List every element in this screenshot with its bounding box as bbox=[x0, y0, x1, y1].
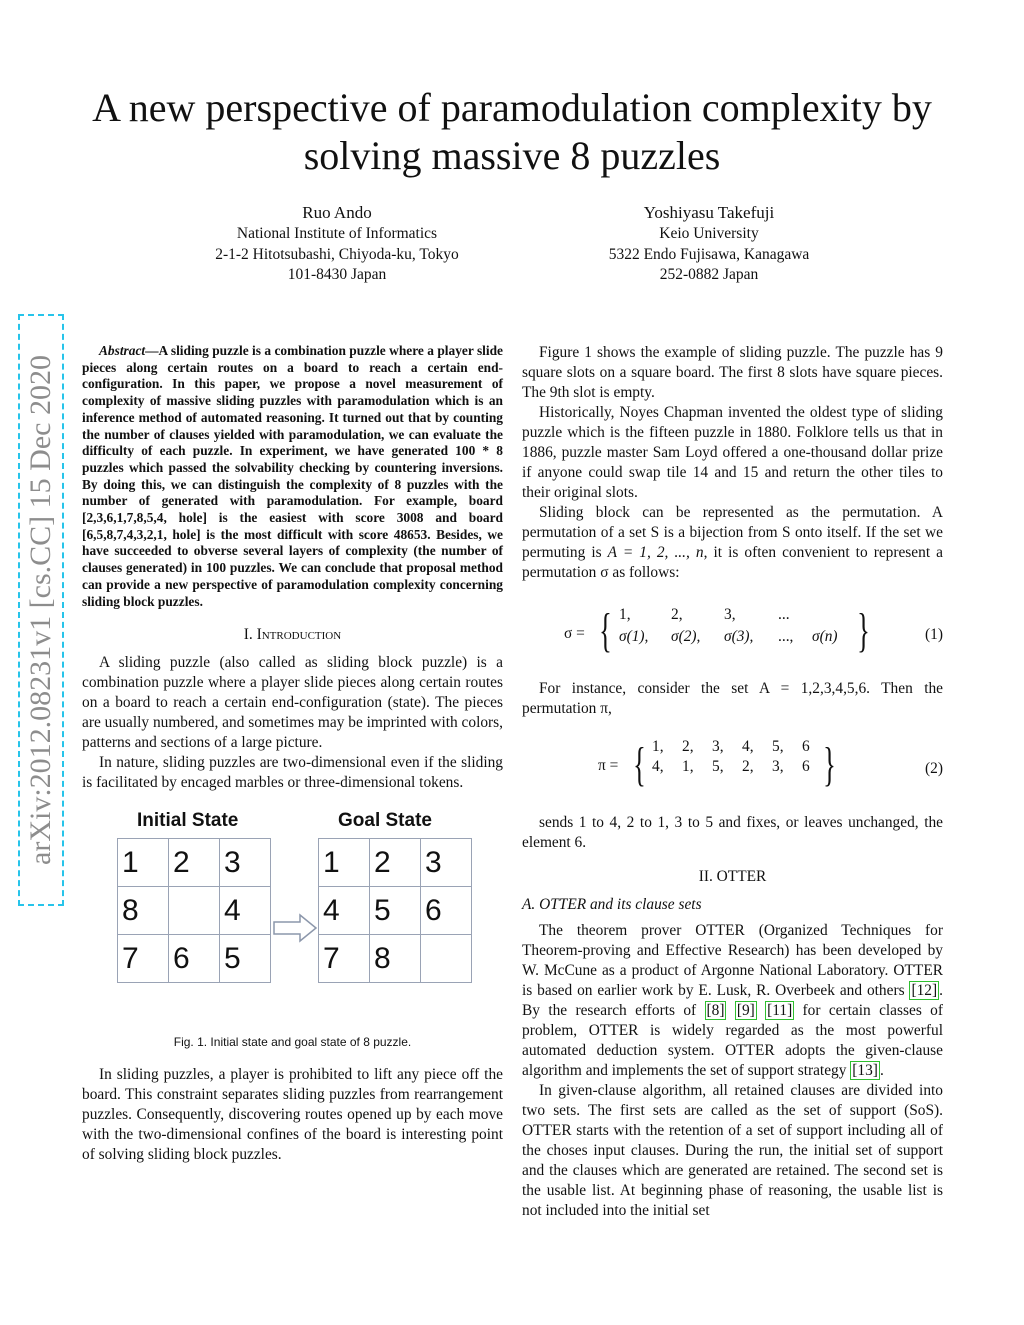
eq-cell: ... bbox=[778, 606, 790, 623]
arxiv-stamp[interactable]: arXiv:2012.08231v1 [cs.CC] 15 Dec 2020 bbox=[18, 314, 64, 906]
tile: 1 bbox=[118, 839, 169, 887]
math-inline: A = 1, 2, ..., n bbox=[607, 544, 704, 561]
eq-cell: 4, bbox=[742, 738, 754, 755]
eq-cell: 2, bbox=[682, 738, 694, 755]
citation-link[interactable]: [8] bbox=[706, 1002, 725, 1019]
paragraph bbox=[522, 503, 943, 583]
tile: 8 bbox=[370, 935, 421, 983]
text: . bbox=[879, 1062, 884, 1079]
tile: 2 bbox=[370, 839, 421, 887]
author-address: 101-8430 Japan bbox=[287, 266, 387, 283]
goal-state-label: Goal State bbox=[338, 810, 432, 832]
text: The theorem prover OTTER (Organized Techniques for Theorem-proving and Effective Research) has been developed by W. McCune as a product of Argonne National Laboratory. OTTER is based on earlier work by E. Lusk, R. Overbeek and others bbox=[522, 922, 943, 999]
abstract bbox=[82, 343, 503, 610]
paragraph: For instance, consider the set A = 1,2,3,4,5,6. Then the permutation π, bbox=[522, 680, 943, 717]
right-brace: } bbox=[857, 604, 870, 657]
text: . By the research efforts of bbox=[522, 982, 943, 1019]
equation-number: (1) bbox=[925, 626, 943, 643]
tile: 5 bbox=[370, 887, 421, 935]
eq-cell: σ(3), bbox=[724, 628, 754, 645]
text: Sliding block can be represented as the permutation. A permutation of a set S is a bijection from S onto itself. If the set we permuting is bbox=[522, 504, 943, 561]
tile: 3 bbox=[421, 839, 472, 887]
eq-cell: σ(n) bbox=[812, 628, 838, 645]
eq-cell: 3, bbox=[724, 606, 736, 623]
equation-lhs: σ = bbox=[564, 625, 585, 642]
tile: 4 bbox=[319, 887, 370, 935]
eq-cell: ..., bbox=[778, 628, 794, 645]
tile: 3 bbox=[220, 839, 271, 887]
initial-state-grid bbox=[117, 838, 271, 983]
equation-lhs: π = bbox=[598, 757, 619, 774]
left-brace: { bbox=[599, 604, 612, 657]
goal-state-grid bbox=[318, 838, 472, 983]
eq-cell: 2, bbox=[671, 606, 683, 623]
eq-cell: 3, bbox=[772, 758, 784, 775]
eq-cell: 1, bbox=[652, 738, 664, 755]
tile: 4 bbox=[220, 887, 271, 935]
paragraph: In nature, sliding puzzles are two-dimensional even if the sliding is facilitated by encaged marbles or three-dimensional tokens. bbox=[82, 754, 503, 792]
author-name: Ruo Ando bbox=[302, 203, 372, 222]
eq-cell: σ(1), bbox=[619, 628, 649, 645]
paragraph: In sliding puzzles, a player is prohibited to lift any piece off the board. This constraint separates sliding puzzles from rearrangement puzzles. Consequently, discovering routes opened up by each move with the two-dimensional confines of the board is interesting point of solving sliding block puzzles. bbox=[82, 1066, 503, 1164]
author-affiliation: National Institute of Informatics bbox=[236, 225, 438, 242]
author-address: 2-1-2 Hitotsubashi, Chiyoda-ku, Tokyo bbox=[215, 245, 459, 263]
author-affiliation: Keio University bbox=[659, 225, 759, 242]
right-column bbox=[522, 343, 943, 1221]
citation-link[interactable]: [9] bbox=[736, 1002, 755, 1019]
paragraph: Historically, Noyes Chapman invented the oldest type of sliding puzzle which is the fifteen puzzle in 1880. Folklore tells us that in 1886, puzzle master Sam Loyd offered a one-thousand dollar prize if anyone could swap tile 14 and 15 and return the other tiles to their original slots. bbox=[522, 404, 943, 501]
tile: 8 bbox=[118, 887, 169, 935]
right-arrow-icon bbox=[272, 913, 318, 943]
left-column bbox=[82, 343, 503, 1165]
tile: 2 bbox=[169, 839, 220, 887]
paper-title: A new perspective of paramodulation complexity by solving massive 8 puzzles bbox=[92, 85, 932, 178]
tile-empty bbox=[421, 935, 472, 983]
citation-link[interactable]: [11] bbox=[767, 1002, 793, 1019]
tile: 6 bbox=[169, 935, 220, 983]
eq-cell: 1, bbox=[682, 758, 694, 775]
eq-cell: 5, bbox=[712, 758, 724, 775]
equation-2 bbox=[522, 739, 943, 799]
eq-cell: 2, bbox=[742, 758, 754, 775]
equation-number: (2) bbox=[925, 760, 943, 777]
author-address: 252-0882 Japan bbox=[659, 266, 759, 283]
eq-cell: 6 bbox=[802, 758, 810, 775]
section-heading-otter: II. OTTER bbox=[698, 868, 767, 885]
eq-cell: 3, bbox=[712, 738, 724, 755]
citation-link[interactable]: [12] bbox=[911, 982, 938, 999]
author-block-1 bbox=[172, 202, 502, 286]
citation-link[interactable]: [13] bbox=[852, 1062, 878, 1079]
author-block-2 bbox=[544, 202, 874, 286]
tile: 5 bbox=[220, 935, 271, 983]
tile: 6 bbox=[421, 887, 472, 935]
paragraph bbox=[522, 921, 943, 1081]
author-address: 5322 Endo Fujisawa, Kanagawa bbox=[608, 245, 810, 263]
paragraph: sends 1 to 4, 2 to 1, 3 to 5 and fixes, or leaves unchanged, the element 6. bbox=[522, 814, 943, 851]
abstract-text: —A sliding puzzle is a combination puzzle where a player slide pieces along certain routes on a board to reach a certain end-configuration. In this paper, we propose a novel measurement of complexity of massive sliding puzzles with paramodulation which is an inference method of automated reasoning. It turned out that by counting the number of clauses yielded with paramodulation, we can evaluate the difficulty of each puzzle. In experiment, we have generated 100 * 8 puzzles which passed the solvability checking by countering inversions. By doing this, we can distinguish the complexity of 8 puzzles with the number of generated with paramodulation. For example, board [2,3,6,1,7,8,5,4, hole] is the easiest with score 3008 and board [6,5,8,7,4,3,2,1, hole] is the most difficult with score 48653. Besides, we have succeeded to obverse several layers of complexity (the number of clauses generated) in 100 puzzles. We can conclude that proposal method can provide a new perspective of paramodulation complexity concerning sliding block puzzles. bbox=[82, 343, 503, 609]
text: , it is often convenient to represent a permutation σ as follows: bbox=[522, 544, 943, 581]
tile: 7 bbox=[319, 935, 370, 983]
paragraph: In given-clause algorithm, all retained clauses are divided into two sets. The first sets are called as the set of support (SoS). OTTER starts with the retention of a set of support including all of the choses input clauses. During the run, the initial set of support and the clauses which are generated are retained. The second set is the usable list. At beginning phase of reasoning, the usable list is not included into the initial set bbox=[522, 1082, 943, 1219]
tile-empty bbox=[169, 887, 220, 935]
eq-cell: 4, bbox=[652, 758, 664, 775]
left-brace: { bbox=[633, 738, 646, 791]
eq-cell: 5, bbox=[772, 738, 784, 755]
tile: 1 bbox=[319, 839, 370, 887]
eq-cell: σ(2), bbox=[671, 628, 701, 645]
paragraph: Figure 1 shows the example of sliding puzzle. The puzzle has 9 square slots on a square board. The first 8 slots have square pieces. The 9th slot is empty. bbox=[522, 344, 943, 401]
paragraph: A sliding puzzle (also called as sliding block puzzle) is a combination puzzle where a player slide pieces along certain routes on a board to reach a certain end-configuration (state). The pieces are usually numbered, and sometimes may be imprinted with colors, patterns and sections of a large picture. bbox=[82, 654, 504, 752]
section-heading-introduction: I. Introduction bbox=[243, 626, 342, 644]
equation-1 bbox=[522, 605, 943, 665]
abstract-label: Abstract bbox=[99, 343, 146, 358]
eq-cell: 6 bbox=[802, 738, 810, 755]
eq-cell: 1, bbox=[619, 606, 631, 623]
author-name: Yoshiyasu Takefuji bbox=[643, 203, 775, 222]
tile: 7 bbox=[118, 935, 169, 983]
figure-1 bbox=[82, 811, 503, 1051]
right-brace: } bbox=[823, 738, 836, 791]
initial-state-label: Initial State bbox=[137, 810, 239, 832]
text: for certain classes of problem, OTTER is widely regarded as the most powerful automated deduction system. OTTER adopts the given-clause algorithm and implements the set of support strategy bbox=[522, 1002, 943, 1079]
figure-caption: Fig. 1. Initial state and goal state of 8 puzzle. bbox=[173, 1035, 412, 1050]
subsection-heading: A. OTTER and its clause sets bbox=[522, 896, 702, 913]
